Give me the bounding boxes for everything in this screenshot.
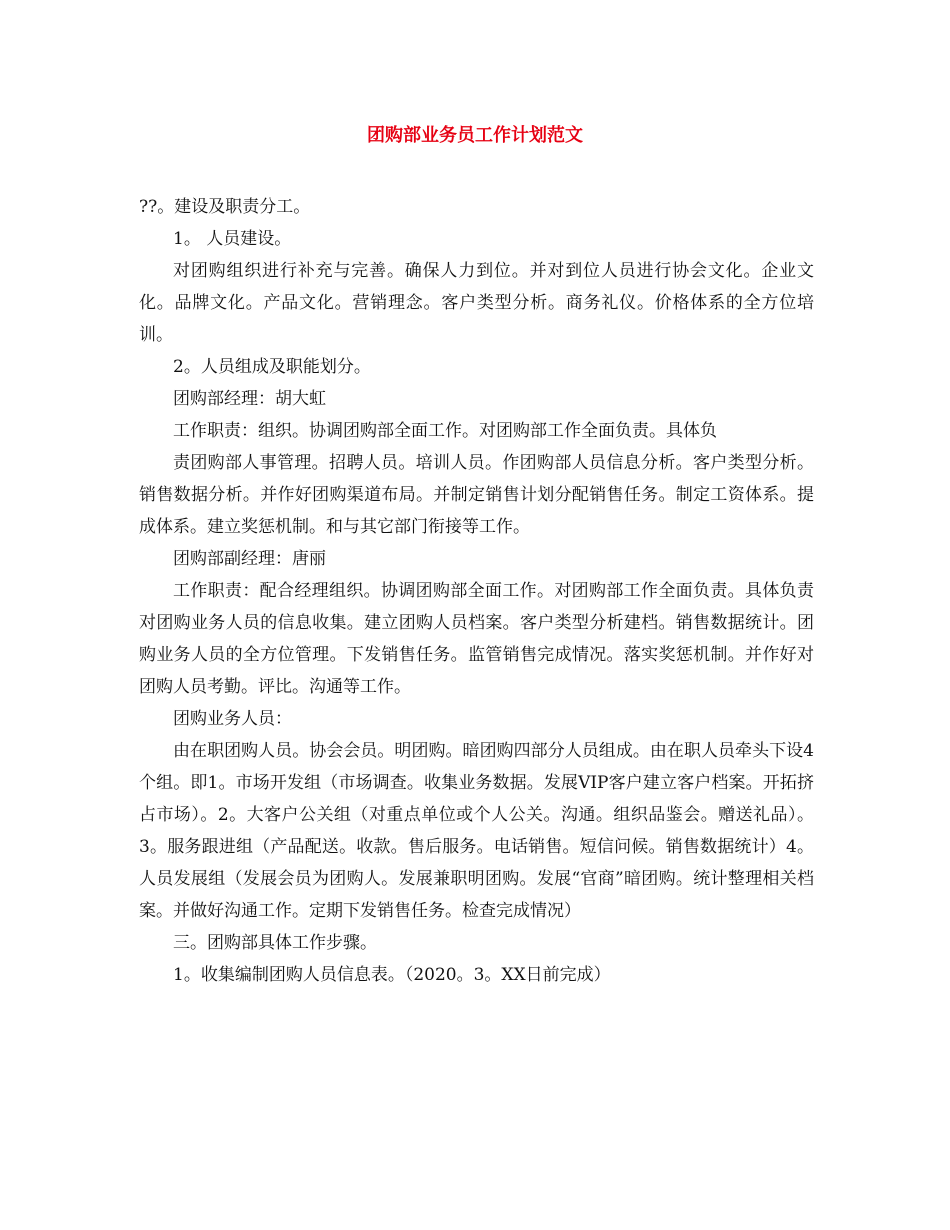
paragraph: 1。收集编制团购人员信息表。（2020。3。XX日前完成） — [173, 965, 611, 985]
paragraph: 三。团购部具体工作步骤。 — [173, 933, 377, 953]
paragraph: 团购业务人员： — [173, 709, 292, 729]
paragraph: 工作职责：配合经理组织。协调团购部全面工作。对团购部工作全面负责。具体负责对团购业务人员的信息收集。建立团购人员档案。客户类型分析建档。销售数据统计。团购业务人员的全方位管理。下发销售任务。监管销售完成情况。落实奖惩机制。并作好对团购人员考勤。评比。沟通等工作。 — [139, 581, 814, 697]
paragraph: ??。建设及职责分工。 — [139, 197, 311, 217]
paragraph: 由在职团购人员。协会会员。明团购。暗团购四部分人员组成。由在职人员牵头下设4个组。即1。市场开发组（市场调查。收集业务数据。发展VIP客户建立客户档案。开拓挤占市场）。2。大客户公关组（对重点单位或个人公关。沟通。组织品鉴会。赠送礼品）。3。服务跟进组（产品配送。收款。售后服务。电话销售。短信问候。销售数据统计）4。人员发展组（发展会员为团购人。发展兼职明团购。发展“官商”暗团购。统计整理相关档案。并做好沟通工作。定期下发销售任务。检查完成情况） — [139, 741, 814, 921]
document-title: 团购部业务员工作计划范文 — [367, 125, 583, 146]
paragraph: 工作职责：组织。协调团购部全面工作。对团购部工作全面负责。具体负 — [173, 421, 717, 441]
paragraph: 团购部副经理：唐丽 — [173, 549, 326, 569]
paragraph: 1。 人员建设。 — [173, 229, 292, 249]
paragraph: 2。人员组成及职能划分。 — [173, 357, 371, 377]
paragraph: 团购部经理：胡大虹 — [173, 389, 326, 409]
paragraph: 对团购组织进行补充与完善。确保人力到位。并对到位人员进行协会文化。企业文化。品牌文化。产品文化。营销理念。客户类型分析。商务礼仪。价格体系的全方位培训。 — [139, 261, 814, 345]
paragraph: 责团购部人事管理。招聘人员。培训人员。作团购部人员信息分析。客户类型分析。销售数据分析。并作好团购渠道布局。并制定销售计划分配销售任务。制定工资体系。提成体系。建立奖惩机制。和与其它部门衔接等工作。 — [139, 453, 814, 537]
document-body — [139, 191, 814, 991]
